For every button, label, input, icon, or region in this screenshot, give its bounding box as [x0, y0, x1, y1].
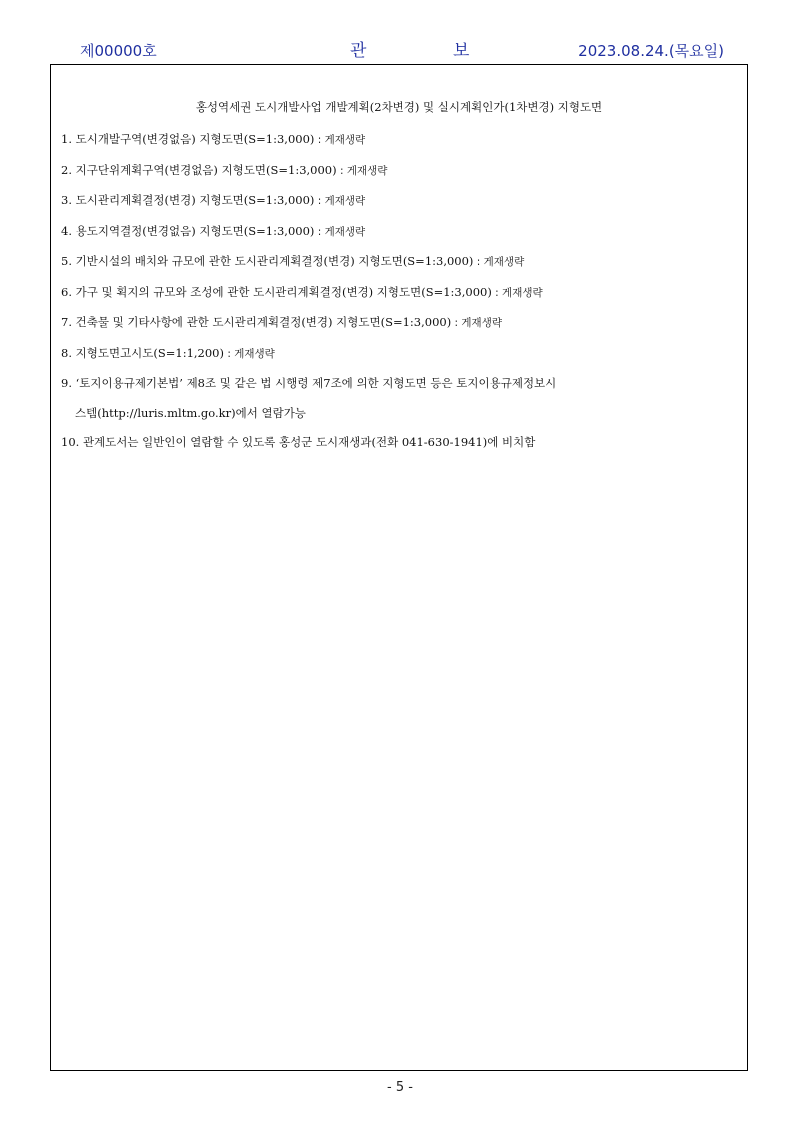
item-9-line-1: 9. ‘토지이용규제기본법’ 제8조 및 같은 법 시행령 제7조에 의한 지형도면 등은 토지이용규제정보시 [61, 376, 557, 390]
gazette-title-right: 보 [453, 41, 470, 61]
omission-note: : 게재생략 [473, 256, 525, 268]
omission-note: : 게재생략 [336, 164, 388, 177]
omission-note: : 게재생략 [314, 134, 366, 146]
omission-note: : 게재생략 [451, 317, 502, 329]
list-item-2: 2. 지구단위계획구역(변경없음) 지형도면(S=1:3,000) : 게재생략 [61, 162, 388, 177]
list-item-1: 1. 도시개발구역(변경없음) 지형도면(S=1:3,000) : 게재생략 [61, 132, 366, 146]
publication-date: 2023.08.24.(목요일) [578, 42, 724, 60]
omission-note: : 게재생략 [314, 195, 366, 207]
document-title: 홍성역세권 도시개발사업 개발계획(2차변경) 및 실시계획인가(1차변경) 지형도면 [195, 100, 603, 114]
list-item-3: 3. 도시관리계획결정(변경) 지형도면(S=1:3,000) : 게재생략 [61, 193, 366, 207]
list-item-9 [61, 369, 739, 428]
list-item-4: 4. 용도지역결정(변경없음) 지형도면(S=1:3,000) : 게재생략 [61, 223, 366, 238]
issue-number: 제00000호 [80, 42, 157, 60]
omission-note: : 게재생략 [314, 225, 366, 238]
item-list [61, 125, 739, 458]
page-number: - 5 - [387, 1080, 413, 1095]
item-9-line-2: 스템(http://luris.mltm.go.kr)에서 열람가능 [75, 405, 306, 420]
omission-note: : 게재생략 [224, 347, 275, 360]
list-item-10: 10. 관계도서는 일반인이 열람할 수 있도록 홍성군 도시재생과(전화 041-630-1941)에 비치함 [61, 435, 536, 449]
gazette-header [50, 38, 750, 64]
list-item-5: 5. 기반시설의 배치와 규모에 관한 도시관리계획결정(변경) 지형도면(S=1:3,000) : 게재생략 [61, 254, 525, 268]
document-frame [50, 64, 748, 1071]
list-item-6: 6. 가구 및 획지의 규모와 조성에 관한 도시관리계획결정(변경) 지형도면(S=1:3,000) : 게재생략 [61, 284, 543, 299]
gazette-title-left: 관 [350, 41, 367, 61]
list-item-7: 7. 건축물 및 기타사항에 관한 도시관리계획결정(변경) 지형도면(S=1:3,000) : 게재생략 [61, 315, 502, 329]
omission-note: : 게재생략 [491, 286, 543, 299]
list-item-8: 8. 지형도면고시도(S=1:1,200) : 게재생략 [61, 345, 275, 360]
